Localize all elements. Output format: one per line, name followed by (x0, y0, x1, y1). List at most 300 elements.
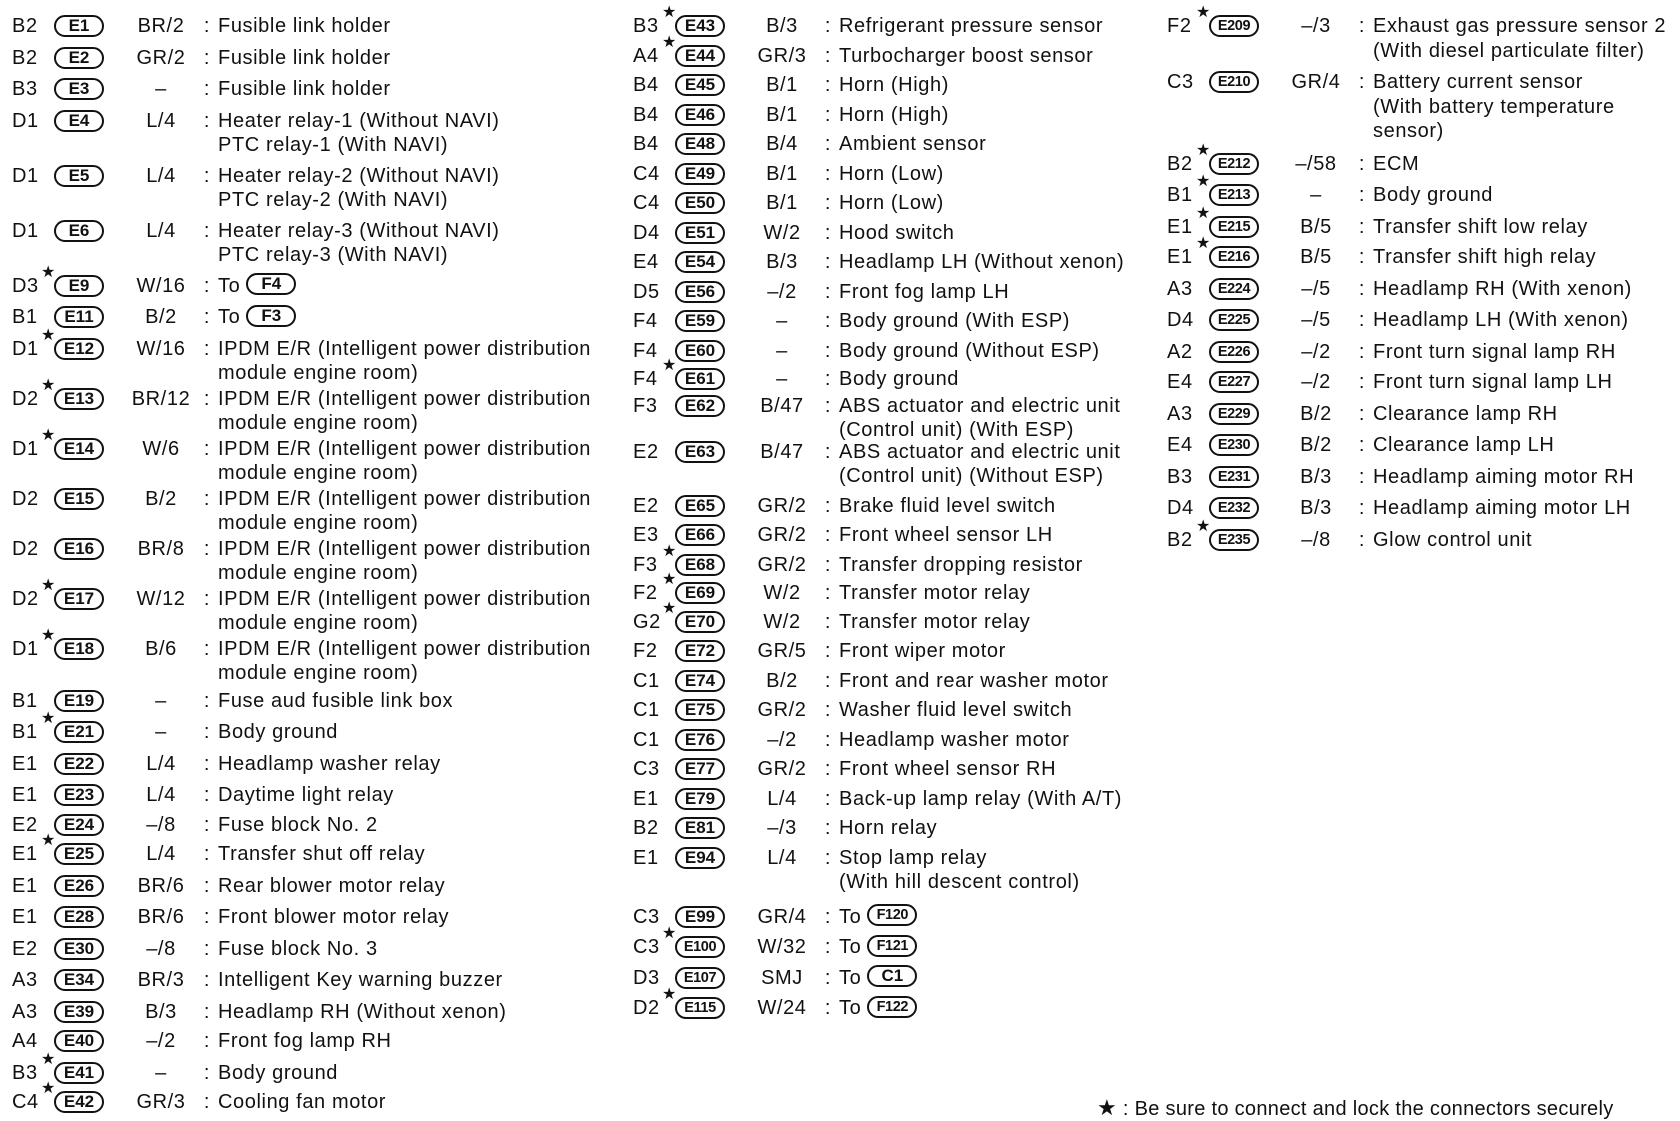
connector-number (675, 966, 747, 990)
connector-pill: E46 (675, 104, 725, 126)
star-icon: ★ (1196, 204, 1211, 222)
description-line: Hood switch (839, 221, 955, 244)
connector-number (675, 669, 747, 693)
description-line: IPDM E/R (Intelligent power distribution (218, 437, 592, 460)
connector-pill: E59 (675, 310, 725, 332)
connector-pill: E16 (54, 538, 104, 560)
connector-pill: E225 (1209, 309, 1259, 331)
connector-pill: E76 (675, 729, 725, 751)
connector-description (218, 689, 453, 714)
connector-number (1209, 370, 1281, 394)
connector-number (1209, 308, 1281, 332)
description-line: Headlamp LH (Without xenon) (839, 251, 1125, 273)
star-icon: ★ (1196, 141, 1211, 159)
description-line: Front wiper motor (839, 640, 1006, 662)
connector-color-pins: L/4 (146, 843, 176, 865)
to-connector-pill: F121 (867, 935, 917, 957)
connector-row (1167, 517, 1666, 553)
grid-reference: D1 (12, 219, 39, 242)
connector-color-pins: B/2 (145, 487, 177, 510)
connector-color-pins: BR/8 (137, 537, 185, 560)
grid-reference: D4 (1167, 497, 1194, 519)
connector-color-pins: W/24 (757, 997, 807, 1019)
connector-row (12, 813, 591, 838)
separator: : (824, 524, 832, 546)
connector-row (12, 164, 591, 213)
description-line: IPDM E/R (Intelligent power distribution (218, 587, 592, 610)
description-line: Horn (Low) (839, 192, 944, 214)
connector-color-pins: B/3 (766, 15, 798, 37)
connector-pill: E210 (1209, 71, 1259, 93)
description-line: Horn (Low) (839, 162, 944, 185)
connector-number (1196, 141, 1281, 176)
connector-number (41, 326, 126, 361)
star-icon: ★ (1196, 235, 1211, 252)
separator: : (824, 15, 832, 37)
grid-reference: F2 (1167, 15, 1192, 37)
connector-row (633, 440, 1124, 489)
connector-pill: E226 (1209, 341, 1259, 363)
grid-reference: C4 (633, 162, 660, 185)
connector-pill: E224 (1209, 278, 1259, 300)
separator: : (203, 689, 211, 712)
connector-row (633, 357, 1124, 392)
grid-reference: D4 (1167, 309, 1194, 331)
connector-color-pins: –/5 (1301, 309, 1331, 331)
grid-reference: F3 (633, 553, 658, 576)
description-line: Transfer shift low relay (1373, 215, 1588, 238)
grid-reference: D2 (12, 387, 39, 410)
grid-reference: E1 (12, 874, 38, 897)
connector-row (12, 1080, 591, 1115)
connector-number (675, 523, 747, 547)
star-icon: ★ (1097, 1095, 1118, 1120)
separator: : (1358, 277, 1366, 300)
description-line: module engine room) (218, 662, 419, 684)
connector-description (839, 728, 1069, 753)
connector-pill: E100 (675, 936, 725, 958)
connector-pill: E42 (54, 1091, 104, 1113)
connector-color-pins: BR/6 (137, 874, 185, 897)
connector-description (218, 164, 500, 213)
connector-description (1373, 402, 1558, 427)
connector-pill: E230 (1209, 434, 1259, 456)
connector-row (633, 523, 1124, 548)
connector-number (675, 162, 747, 186)
connector-color-pins: W/2 (763, 221, 801, 244)
description-line: Body ground (1373, 184, 1494, 206)
connector-description (839, 905, 917, 930)
grid-reference: B3 (633, 15, 659, 37)
description-line: Heater relay-1 (Without NAVI) (218, 109, 500, 132)
connector-row (12, 783, 591, 808)
star-icon: ★ (662, 986, 677, 1003)
connector-number (1209, 277, 1281, 301)
connector-color-pins: B/5 (1300, 246, 1332, 268)
grid-reference: D1 (12, 164, 39, 187)
connector-description (839, 14, 1103, 39)
description-line: Battery current sensor (1373, 71, 1583, 93)
connector-row (12, 1000, 591, 1025)
connector-description (839, 250, 1124, 275)
connector-description (218, 537, 591, 586)
star-icon: ★ (41, 1080, 56, 1097)
description-line: module engine room) (218, 462, 419, 484)
grid-reference: D2 (633, 997, 660, 1019)
connector-pill: E77 (675, 758, 725, 780)
star-icon: ★ (662, 571, 677, 588)
to-connector-pill: C1 (867, 965, 917, 987)
connector-list-column-3 (1167, 4, 1667, 552)
connector-row (1167, 465, 1666, 490)
connector-pill: E70 (675, 611, 725, 633)
connector-number (675, 728, 747, 752)
connector-description (218, 1090, 386, 1115)
separator: : (1358, 528, 1366, 551)
connector-row (1167, 340, 1666, 365)
connector-description (839, 367, 959, 392)
grid-reference: D2 (12, 537, 39, 560)
connector-row (633, 132, 1124, 157)
separator: : (824, 936, 832, 958)
connector-number (1196, 204, 1281, 239)
connector-pill: E216 (1209, 246, 1259, 268)
separator: : (203, 874, 211, 897)
separator: : (824, 103, 832, 126)
connector-row (633, 394, 1124, 443)
description-line: Turbocharger boost sensor (839, 44, 1094, 67)
description-line: Rear blower motor relay (218, 874, 446, 897)
connector-color-pins: –/3 (767, 817, 797, 839)
separator: : (203, 387, 211, 410)
description-line: module engine room) (218, 362, 419, 384)
separator: : (203, 274, 211, 297)
grid-reference: E4 (1167, 434, 1193, 456)
connector-color-pins: GR/2 (757, 758, 807, 780)
description-line: To (218, 274, 241, 297)
grid-reference: B4 (633, 133, 659, 155)
connector-color-pins: B/3 (1300, 465, 1332, 488)
connector-pill: E49 (675, 163, 725, 185)
description-line: Glow control unit (1373, 528, 1533, 551)
separator: : (1358, 152, 1366, 175)
connector-pill: E1 (54, 15, 104, 37)
connector-number (1209, 465, 1281, 489)
connector-pill: E17 (54, 588, 104, 610)
connector-color-pins: –/5 (1301, 277, 1331, 300)
connector-color-pins: GR/4 (1291, 71, 1341, 93)
connector-description (839, 221, 955, 246)
connector-number (662, 571, 747, 605)
separator: : (203, 637, 211, 660)
connector-row (633, 846, 1124, 895)
connector-pill: E63 (675, 441, 725, 463)
connector-color-pins: B/47 (760, 394, 804, 417)
separator: : (203, 337, 211, 360)
description-line: Horn (High) (839, 103, 949, 126)
connector-color-pins: W/16 (136, 337, 186, 360)
connector-color-pins: GR/3 (757, 44, 807, 67)
connector-color-pins: L/4 (767, 787, 797, 810)
description-line: Heater relay-3 (Without NAVI) (218, 219, 500, 242)
description-line: Headlamp washer motor (839, 728, 1070, 751)
grid-reference: E3 (633, 524, 659, 546)
separator: : (1358, 15, 1366, 37)
separator: : (203, 46, 211, 69)
connector-row (1167, 433, 1666, 458)
connector-number (1209, 70, 1281, 94)
connector-description (839, 787, 1122, 812)
separator: : (203, 78, 211, 100)
connector-number (41, 626, 126, 661)
description-line: Transfer shut off relay (218, 843, 426, 865)
connector-description (218, 587, 591, 636)
grid-reference: C3 (633, 758, 660, 780)
connector-number (54, 689, 126, 713)
connector-color-pins: –/8 (1301, 528, 1331, 551)
grid-reference: D1 (12, 437, 39, 460)
connector-number (41, 426, 126, 461)
connector-pill: E212 (1209, 153, 1259, 175)
description-line: Transfer motor relay (839, 582, 1031, 604)
description-line: Front turn signal lamp RH (1373, 340, 1616, 363)
grid-reference: D3 (12, 274, 39, 297)
connector-number (675, 309, 747, 333)
star-icon: ★ (662, 33, 677, 51)
connector-row (1167, 235, 1666, 270)
connector-pill: E45 (675, 74, 725, 96)
description-line: Headlamp aiming motor RH (1373, 465, 1635, 488)
connector-color-pins: GR/4 (757, 905, 807, 928)
grid-reference: F2 (633, 582, 658, 604)
connector-row (1167, 4, 1667, 63)
connector-color-pins: –/8 (146, 937, 176, 960)
connector-row (12, 14, 591, 39)
connector-color-pins: GR/2 (757, 699, 807, 721)
description-line: Transfer shift high relay (1373, 246, 1597, 268)
description-line: sensor) (1373, 120, 1444, 142)
connector-pill: E60 (675, 340, 725, 362)
connector-pill: E13 (54, 388, 104, 410)
separator: : (824, 582, 832, 604)
connector-row (12, 626, 592, 686)
grid-reference: E1 (12, 752, 38, 775)
connector-color-pins: B/6 (145, 637, 177, 660)
separator: : (824, 669, 832, 692)
star-icon: ★ (41, 376, 56, 394)
to-connector-pill: F4 (246, 273, 296, 295)
connector-row (633, 669, 1124, 694)
description-line: PTC relay-3 (With NAVI) (218, 244, 449, 266)
connector-color-pins: GR/5 (757, 640, 807, 662)
separator: : (1358, 340, 1366, 363)
connector-pill: E23 (54, 784, 104, 806)
description-line: Body ground (839, 368, 960, 390)
connector-description (1373, 465, 1634, 490)
separator: : (824, 44, 832, 67)
connector-description (1373, 152, 1419, 177)
description-line: Body ground (Without ESP) (839, 339, 1100, 362)
connector-row (12, 710, 591, 745)
connector-description (1373, 14, 1666, 63)
connector-row (1167, 70, 1666, 144)
connector-row (633, 103, 1124, 128)
connector-list-column-2 (633, 4, 1125, 1021)
connector-row (633, 905, 1124, 930)
separator: : (203, 784, 211, 806)
connector-color-pins: –/3 (1301, 15, 1331, 37)
connector-row (12, 326, 592, 386)
description-line: To (839, 905, 862, 928)
separator: : (1358, 309, 1366, 331)
connector-color-pins: B/4 (766, 133, 798, 155)
separator: : (203, 164, 211, 187)
connector-description (218, 874, 445, 899)
description-line: Fuse block No. 3 (218, 937, 378, 960)
connector-color-pins: W/32 (757, 936, 807, 958)
description-line: PTC relay-1 (With NAVI) (218, 134, 449, 156)
separator: : (1358, 246, 1366, 268)
grid-reference: B2 (633, 817, 659, 839)
to-connector-pill: F3 (246, 305, 296, 327)
connector-pill: E61 (675, 368, 725, 390)
connector-pill: E25 (54, 843, 104, 865)
grid-reference: C4 (633, 192, 660, 214)
grid-reference: C1 (633, 669, 660, 692)
star-icon: ★ (1196, 4, 1211, 21)
connector-color-pins: – (155, 721, 167, 743)
connector-description (839, 523, 1053, 548)
grid-reference: A3 (12, 1000, 38, 1023)
description-line: Headlamp aiming motor LH (1373, 497, 1631, 519)
separator: : (203, 1030, 211, 1052)
grid-reference: C3 (1167, 71, 1194, 93)
connector-color-pins: –/8 (146, 813, 176, 836)
connector-row (633, 728, 1124, 753)
connector-pill: E107 (675, 967, 725, 989)
description-line: IPDM E/R (Intelligent power distribution (218, 387, 592, 410)
footnote-text: : Be sure to connect and lock the connectors securely (1122, 1098, 1614, 1120)
separator: : (824, 699, 832, 721)
connector-row (633, 571, 1124, 606)
separator: : (824, 310, 832, 332)
connector-row (12, 874, 591, 899)
description-line: Transfer motor relay (839, 610, 1031, 633)
description-line: Front wheel sensor RH (839, 758, 1057, 780)
connector-pill: E4 (54, 110, 104, 132)
connector-description (218, 14, 391, 39)
connector-row (633, 494, 1124, 519)
grid-reference: C1 (633, 728, 660, 751)
grid-reference: E1 (1167, 215, 1193, 238)
separator: : (203, 15, 211, 37)
connector-description (218, 305, 296, 330)
connector-description (839, 339, 1100, 364)
connector-row (1167, 173, 1666, 208)
connector-pill: E40 (54, 1030, 104, 1052)
connector-description (218, 487, 591, 536)
description-line: Daytime light relay (218, 784, 394, 806)
connector-row (12, 487, 591, 536)
grid-reference: E4 (1167, 371, 1193, 393)
connector-number (54, 1029, 126, 1053)
description-line: Headlamp RH (With xenon) (1373, 277, 1632, 300)
connector-description (839, 280, 1009, 305)
grid-reference: A4 (633, 44, 659, 67)
connector-color-pins: B/1 (766, 162, 798, 185)
separator: : (203, 721, 211, 743)
connector-description (1373, 433, 1554, 458)
description-line: Fusible link holder (218, 46, 391, 69)
connector-color-pins: BR/3 (137, 969, 185, 991)
connector-description (1373, 277, 1632, 302)
connector-pill: E56 (675, 281, 725, 303)
description-line: module engine room) (218, 612, 419, 634)
connector-description (839, 394, 1120, 443)
separator: : (203, 1000, 211, 1023)
grid-reference: B3 (12, 78, 38, 100)
connector-pill: E28 (54, 906, 104, 928)
description-line: Front turn signal lamp LH (1373, 371, 1613, 393)
connector-description (839, 191, 944, 216)
connector-number (54, 14, 126, 38)
star-icon: ★ (41, 263, 56, 281)
connector-description (839, 966, 917, 991)
connector-row (633, 925, 1124, 960)
connector-description (839, 816, 937, 841)
connector-row (633, 309, 1124, 334)
star-icon: ★ (41, 626, 56, 644)
connector-number (54, 109, 126, 133)
connector-color-pins: W/6 (142, 437, 180, 460)
connector-description (1373, 70, 1615, 144)
description-line: Fuse block No. 2 (218, 813, 378, 836)
separator: : (1358, 434, 1366, 456)
connector-color-pins: – (776, 339, 788, 362)
description-line: To (218, 306, 241, 328)
description-line: Front fog lamp LH (839, 280, 1010, 303)
description-line: module engine room) (218, 512, 419, 534)
grid-reference: G2 (633, 610, 661, 633)
separator: : (203, 843, 211, 865)
separator: : (824, 221, 832, 244)
connector-number (1196, 4, 1281, 38)
connector-row (1167, 370, 1666, 395)
connector-pill: E34 (54, 969, 104, 991)
description-line: (With diesel particulate filter) (1373, 39, 1645, 62)
connector-color-pins: B/2 (766, 669, 798, 692)
connector-number (675, 221, 747, 245)
connector-color-pins: GR/2 (136, 46, 186, 69)
grid-reference: A3 (1167, 402, 1193, 425)
description-line: Front and rear washer motor (839, 669, 1109, 692)
grid-reference: B2 (12, 15, 38, 37)
connector-row (12, 576, 592, 636)
connector-color-pins: L/4 (146, 164, 176, 187)
connector-number (54, 905, 126, 929)
separator: : (203, 437, 211, 460)
connector-pill: E69 (675, 582, 725, 604)
connector-color-pins: GR/2 (757, 494, 807, 517)
connector-description (839, 73, 949, 98)
connector-number (675, 280, 747, 304)
connector-row (12, 376, 592, 436)
connector-row (633, 757, 1124, 782)
grid-reference: D2 (12, 587, 39, 610)
connector-color-pins: W/2 (763, 610, 801, 633)
description-line: Exhaust gas pressure sensor 2 (1373, 15, 1667, 37)
grid-reference: E1 (12, 843, 38, 865)
